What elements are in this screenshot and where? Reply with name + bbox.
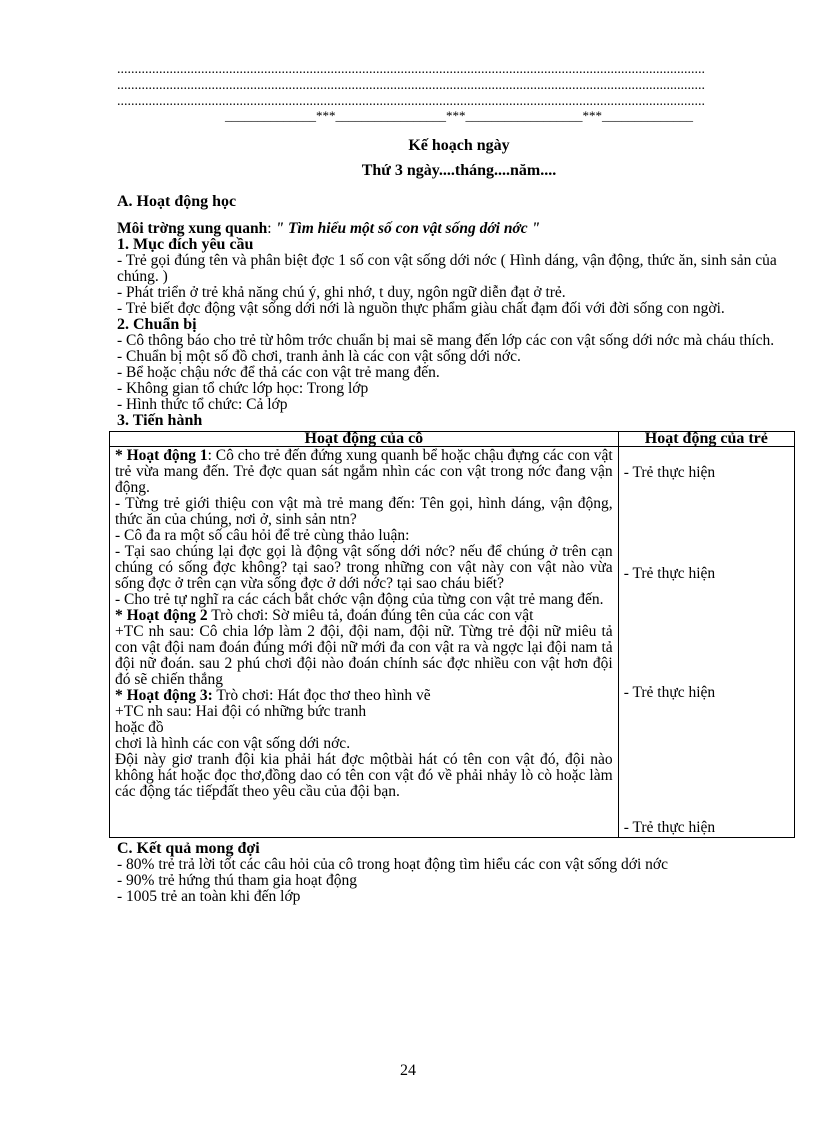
process-heading: 3. Tiến hành [117,412,203,429]
child-activities-cell [618,447,794,838]
activity-3-line: chơi là hình các con vật sống dới nớc. [115,735,351,752]
plan-date: Thứ 3 ngày....tháng....năm.... [361,162,557,179]
purpose-item: - Trẻ gọi đúng tên và phân biệt đợc 1 số con vật sống dới nớc ( Hình dáng, vận động, thức ăn, sinh sản của chúng. ) [117,252,777,285]
table-row [110,447,795,838]
prep-item: - Cô thông báo cho trẻ từ hôm trớc chuẩn bị mai sẽ mang đến lớp các con vật sống dới nớc mà cháu thích. [117,332,775,349]
prep-item: - Không gian tổ chức lớp học: Trong lớp [117,380,369,397]
activity-1-line: - Tại sao chúng lại đợc gọi là động vật sống dới nớc? nếu để chúng ở trên cạn chúng có sống đợc không? tại sao? trong những con vật này con vật nào vừa sống đợc ở trên cạn vừa sống đợc ở dới nớc? tại sao cháu biết? [115,543,613,592]
prep-item: - Bể hoặc chậu nớc để thả các con vật trẻ mang đến. [117,364,440,381]
prep-item: - Hình thức tổ chức: Cả lớp [117,396,288,413]
col-teacher-header: Hoạt động của cô [110,432,619,447]
activity-3-label: * Hoạt động 3: [115,687,213,704]
activity-1-label: * Hoạt động 1 [115,447,208,464]
table-header-row [110,432,795,447]
purpose-heading: 1. Mục đích yêu cầu [117,236,254,253]
child-action: - Trẻ thực hiện [623,684,716,701]
subject-line [117,221,801,237]
teacher-activities-cell [110,447,619,838]
page-number: 24 [400,1062,416,1079]
plan-title: Kế hoạch ngày [408,137,510,154]
activity-2-rule: +TC nh sau: Cô chia lớp làm 2 đội, đội nam, đội nữ. Từng trẻ đội nữ miêu tả con vật đội nam đoán đúng mới đội nữ mới đa con vật ra và ngợc lại đội nam tả đội nữ đoán. sau 2 phú chơi đội nào đoán chính sác đợc nhiều con vật hơn đội đó sẽ chiến thắng [115,623,613,688]
purpose-item: - Phát triển ở trẻ khả năng chú ý, ghi nhớ, t duy, ngôn ngữ diễn đạt ở trẻ. [117,284,566,301]
child-action: - Trẻ thực hiện [623,464,716,481]
col-child-header: Hoạt động của trẻ [618,432,794,447]
activity-1-line: - Cô đa ra một số câu hỏi để trẻ cùng thảo luận: [115,527,410,544]
activity-table [109,431,795,838]
subject-prefix: Môi trờng xung quanh [117,220,268,237]
result-item: - 90% trẻ hứng thú tham gia hoạt động [117,872,357,889]
subject-colon: : [267,220,276,237]
section-c-heading: C. Kết quả mong đợi [117,840,260,857]
subject-topic: " Tìm hiểu một số con vật sống dới nớc " [275,220,541,237]
purpose-item: - Trẻ biết đợc động vật sống dới nới là nguồn thực phẩm giàu chất đạm đối với đời sống con ngời. [117,300,725,317]
activity-3-line: hoặc đồ [115,719,164,736]
prep-heading: 2. Chuẩn bị [117,316,197,333]
child-action: - Trẻ thực hiện [623,565,716,582]
result-item: - 80% trẻ trả lời tốt các câu hỏi của cô trong hoạt động tìm hiểu các con vật sống dới nớc [117,856,668,873]
document-page [117,62,801,905]
dotted-line: ........................................................................................................................................................................ [117,78,705,93]
activity-1-line: - Cho trẻ tự nghĩ ra các cách bắt chớc vận động của từng con vật trẻ mang đến. [115,591,604,608]
star-separator: ______________***_________________***__________________***______________ [225,108,693,123]
prep-item: - Chuẩn bị một số đồ chơi, tranh ảnh là các con vật sống dới nớc. [117,348,521,365]
activity-2 [115,608,613,624]
activity-3-line: Đội này giơ tranh đội kia phải hát đợc mộtbài hát có tên con vật đó, đội nào không hát hoặc đọc thơ,đồng dao có tên con vật đó về phải nhảy lò cò hoặc làm các động tác tiếpđất theo yêu cầu của đội bạn. [115,751,613,800]
activity-3-line: +TC nh sau: Hai đội có những bức tranh [115,703,367,720]
result-item: - 1005 trẻ an toàn khi đến lớp [117,888,301,905]
section-a-heading: A. Hoạt động học [117,193,237,210]
activity-1-text: : Cô cho trẻ đến đứng xung quanh bể hoặc chậu đựng các con vật trẻ vừa mang đến. Trẻ đợc quan sát ngắm nhìn các con vật trong nớc đang vận động. [115,447,613,496]
activity-1 [115,448,613,496]
activity-3-text: Trò chơi: Hát đọc thơ theo hình vẽ [212,687,431,704]
dotted-line: ........................................................................................................................................................................ [117,62,705,77]
child-action: - Trẻ thực hiện [623,819,716,836]
dotted-line: ........................................................................................................................................................................ [117,94,705,109]
activity-2-label: * Hoạt động 2 [115,607,208,624]
activity-1-line: - Từng trẻ giới thiệu con vật mà trẻ mang đến: Tên gọi, hình dáng, vận động, thức ăn của chúng, nơi ở, sinh sản ntn? [115,495,613,528]
activity-3 [115,688,613,704]
activity-2-text: Trò chơi: Sờ miêu tả, đoán đúng tên của các con vật [207,607,534,624]
